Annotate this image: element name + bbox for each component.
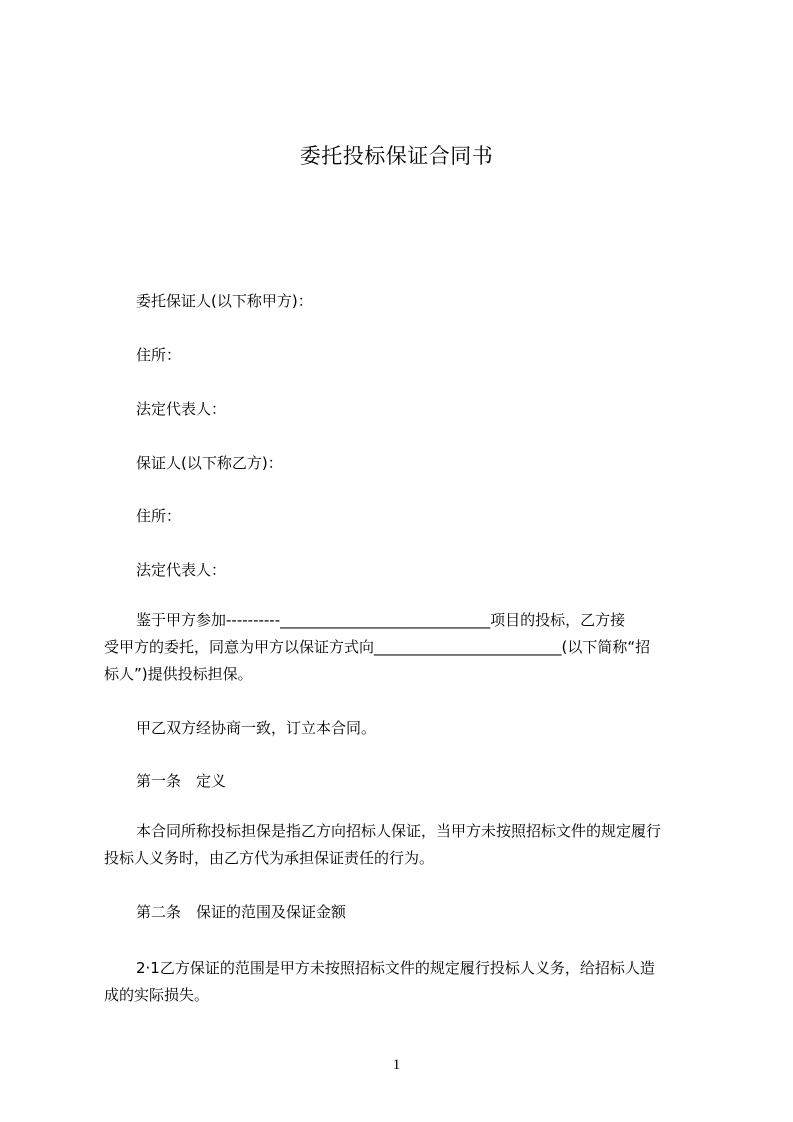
party-a-representative: 法定代表人： (136, 400, 227, 418)
article-1-heading: 第一条 定义 (136, 772, 227, 790)
preamble-paragraph (104, 607, 704, 688)
document-title: 委托投标保证合同书 (299, 144, 494, 168)
article-1-line: 投标人义务时，由乙方代为承担保证责任的行为。 (104, 849, 435, 867)
article-1-line: 本合同所称投标担保是指乙方向招标人保证，当甲方未按照招标文件的规定履行 (136, 822, 662, 840)
agreement-statement: 甲乙双方经协商一致，订立本合同。 (136, 719, 377, 737)
article-2-heading: 第二条 保证的范围及保证金额 (136, 903, 347, 921)
article-2-1-line: 成的实际损失。 (104, 986, 210, 1004)
party-a-label: 委托保证人(以下称甲方)： (136, 292, 313, 310)
article-2-1-clause (104, 955, 704, 1009)
article-2-1-line: 2·1乙方保证的范围是甲方未按照招标文件的规定履行投标人义务，给招标人造 (136, 959, 655, 977)
party-a-address: 住所： (136, 346, 182, 364)
preamble-line: 受甲方的委托，同意为甲方以保证方式向_________________________(以下简称“招 (104, 638, 651, 656)
party-b-representative: 法定代表人： (136, 561, 227, 579)
party-b-address: 住所： (136, 507, 182, 525)
preamble-line: 鉴于甲方参加----------____________________________项目的投标，乙方接 (136, 611, 626, 629)
party-b-label: 保证人(以下称乙方)： (136, 454, 283, 472)
page-number: 1 (392, 1057, 401, 1073)
article-1-body (104, 818, 704, 872)
preamble-line: 标人”)提供投标担保。 (104, 665, 253, 683)
